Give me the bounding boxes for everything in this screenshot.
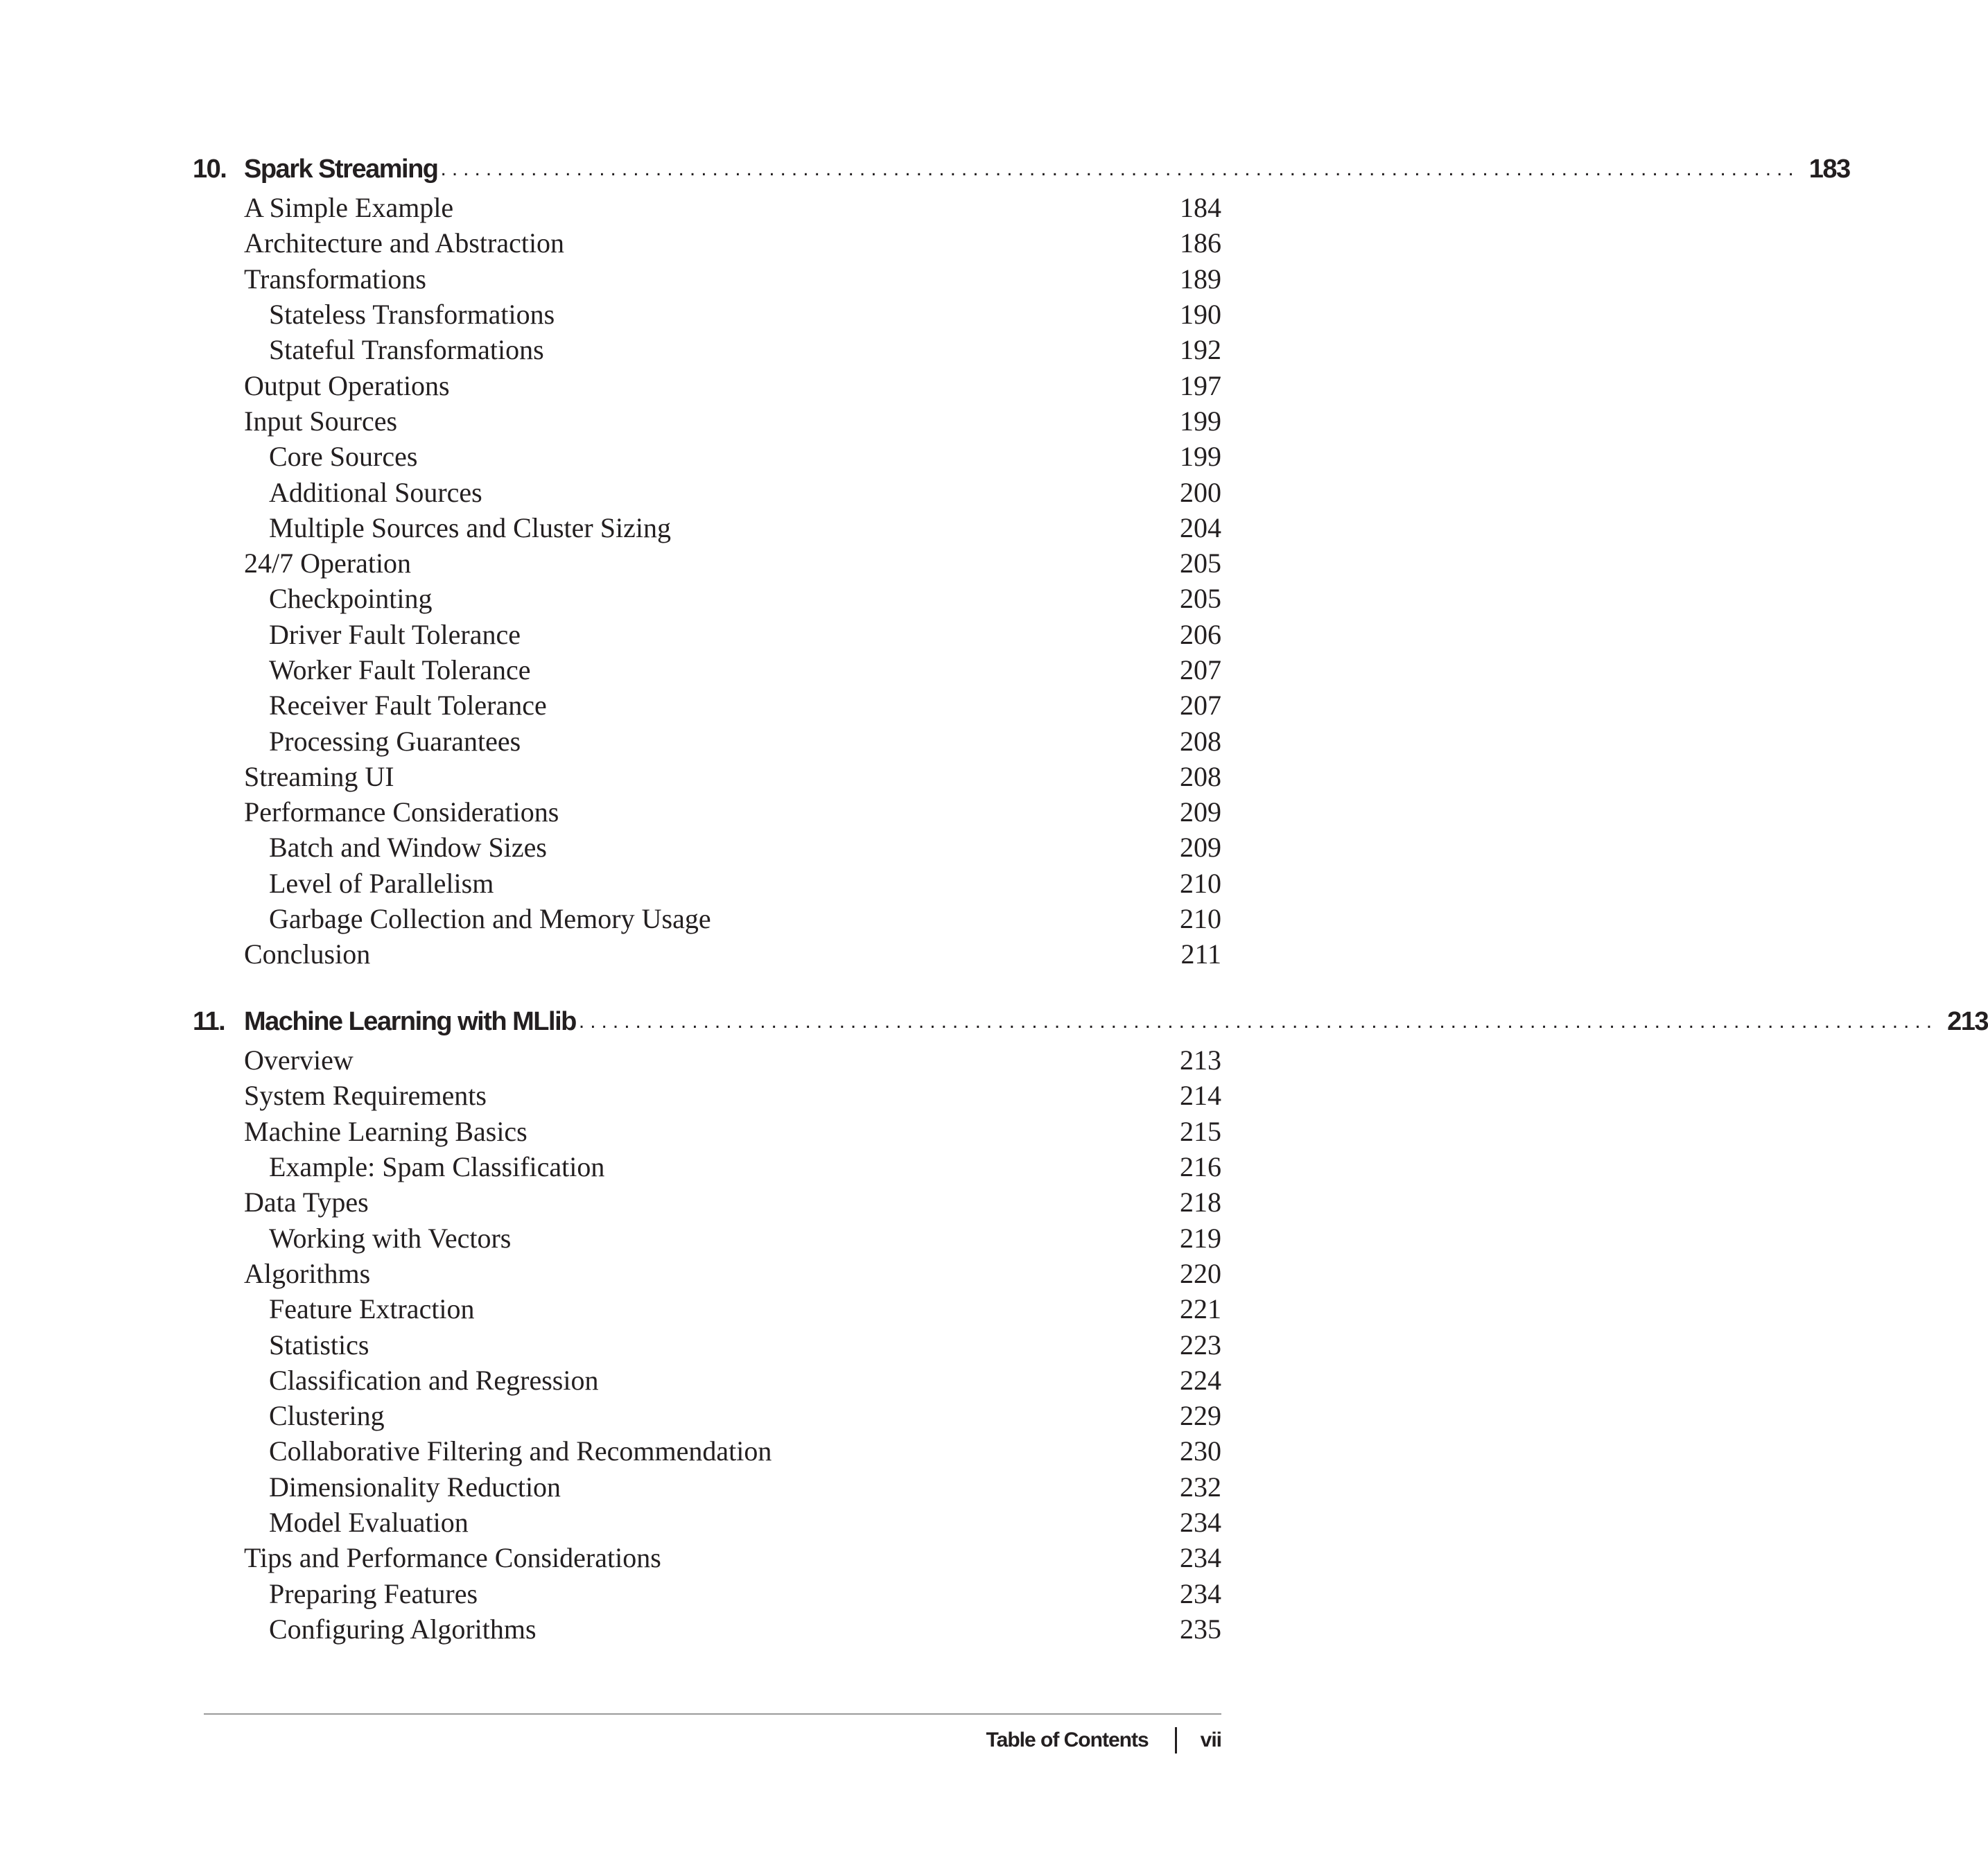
toc-entry-title: Performance Considerations <box>244 796 559 828</box>
toc-entry[interactable] <box>193 190 1221 225</box>
chapter-number: 11. <box>193 1006 225 1036</box>
toc-entry-page-number: 230 <box>1180 1435 1221 1467</box>
toc-entry-title: Algorithms <box>244 1257 371 1289</box>
toc-entry[interactable] <box>193 1327 1221 1362</box>
toc-entry-title: Model Evaluation <box>269 1507 469 1538</box>
toc-entry[interactable] <box>193 1220 1221 1255</box>
toc-entry-page-number: 208 <box>1180 725 1221 757</box>
toc-entry[interactable] <box>193 403 1221 439</box>
toc-entry-page-number: 207 <box>1180 654 1221 685</box>
toc-entry-page-number: 218 <box>1180 1187 1221 1218</box>
toc-entry[interactable] <box>193 1256 1221 1291</box>
toc-entry[interactable] <box>193 1149 1221 1184</box>
toc-entry[interactable] <box>193 1114 1221 1149</box>
toc-entry-page-number: 211 <box>1180 938 1221 970</box>
toc-entry-title: Machine Learning Basics <box>244 1115 527 1147</box>
toc-entry[interactable] <box>193 367 1221 403</box>
toc-entry-title: Output Operations <box>244 369 450 401</box>
toc-entry-title: System Requirements <box>244 1080 487 1112</box>
toc-entry-page-number: 186 <box>1180 227 1221 259</box>
toc-entry-title: Multiple Sources and Cluster Sizing <box>269 511 671 543</box>
toc-entry-page-number: 200 <box>1180 476 1221 508</box>
toc-entry[interactable] <box>193 901 1221 936</box>
toc-entry-page-number: 205 <box>1180 548 1221 579</box>
toc-entry-page-number: 213 <box>1180 1044 1221 1076</box>
toc-entry-title: Configuring Algorithms <box>269 1613 537 1645</box>
footer-divider <box>204 1713 1221 1715</box>
toc-entry-page-number: 219 <box>1180 1222 1221 1254</box>
toc-entry-page-number: 208 <box>1180 760 1221 792</box>
toc-entry[interactable] <box>193 332 1221 367</box>
toc-entry-title: Architecture and Abstraction <box>244 227 565 259</box>
toc-entry-page-number: 204 <box>1180 511 1221 543</box>
chapter-11-entries <box>193 1042 1221 1647</box>
toc-entry-page-number: 209 <box>1180 832 1221 864</box>
toc-entry-page-number: 199 <box>1180 441 1221 473</box>
toc-entry-title: Tips and Performance Considerations <box>244 1542 661 1574</box>
toc-entry-title: Processing Guarantees <box>269 725 521 757</box>
toc-entry[interactable] <box>193 1433 1221 1469</box>
toc-entry-title: A Simple Example <box>244 192 454 224</box>
page-footer <box>986 1723 1221 1758</box>
toc-entry-page-number: 190 <box>1180 299 1221 331</box>
toc-entry-title: Overview <box>244 1044 354 1076</box>
toc-entry-page-number: 234 <box>1180 1542 1221 1574</box>
toc-entry[interactable] <box>193 261 1221 297</box>
toc-entry[interactable] <box>193 1469 1221 1505</box>
dot-leader: ........................................................................................................................ <box>578 1010 1938 1033</box>
toc-entry[interactable] <box>193 1540 1221 1575</box>
toc-entry[interactable] <box>193 1184 1221 1220</box>
chapter-heading[interactable] <box>193 1001 1988 1042</box>
toc-entry-page-number: 224 <box>1180 1364 1221 1396</box>
chapter-heading[interactable] <box>193 148 1850 190</box>
toc-entry-page-number: 205 <box>1180 583 1221 615</box>
toc-entry-page-number: 234 <box>1180 1577 1221 1609</box>
toc-entry-title: Dimensionality Reduction <box>269 1471 561 1503</box>
toc-entry-page-number: 216 <box>1180 1151 1221 1183</box>
toc-entry-page-number: 210 <box>1180 903 1221 935</box>
chapter-10 <box>193 148 1850 972</box>
toc-entry-title: Stateful Transformations <box>269 334 544 366</box>
toc-entry-title: Collaborative Filtering and Recommendation <box>269 1435 772 1467</box>
toc-entry-page-number: 232 <box>1180 1471 1221 1503</box>
toc-entry[interactable] <box>193 723 1221 758</box>
toc-entry-title: Core Sources <box>269 441 418 473</box>
toc-entry-page-number: 209 <box>1180 796 1221 828</box>
toc-entry[interactable] <box>193 297 1221 332</box>
toc-entry-page-number: 220 <box>1180 1257 1221 1289</box>
toc-entry[interactable] <box>193 1291 1221 1327</box>
toc-entry[interactable] <box>193 225 1221 261</box>
chapter-page-number: 213 <box>1947 1006 1988 1036</box>
toc-entry-title: Level of Parallelism <box>269 867 494 899</box>
toc-entry-page-number: 192 <box>1180 334 1221 366</box>
toc-entry-title: Checkpointing <box>269 583 433 615</box>
toc-entry[interactable] <box>193 1611 1221 1647</box>
toc-entry-title: Working with Vectors <box>269 1222 512 1254</box>
toc-entry[interactable] <box>193 1078 1221 1113</box>
toc-entry-title: Additional Sources <box>269 476 482 508</box>
toc-entry-page-number: 214 <box>1180 1080 1221 1112</box>
toc-entry[interactable] <box>193 759 1221 794</box>
toc-entry-title: Feature Extraction <box>269 1293 475 1325</box>
footer-separator <box>1175 1727 1177 1753</box>
toc-entry-title: Input Sources <box>244 405 398 437</box>
toc-entry-page-number: 235 <box>1180 1613 1221 1645</box>
toc-entry[interactable] <box>193 1575 1221 1611</box>
chapter-title: Machine Learning with MLlib <box>244 1007 579 1037</box>
chapter-page-number: 183 <box>1808 154 1850 184</box>
toc-entry-title: Transformations <box>244 263 426 295</box>
toc-entry-title: Clustering <box>269 1400 385 1432</box>
chapter-number: 10. <box>193 154 227 184</box>
toc-entry[interactable] <box>193 1363 1221 1398</box>
toc-entry[interactable] <box>193 510 1221 545</box>
toc-entry[interactable] <box>193 581 1221 616</box>
toc-entry-title: Batch and Window Sizes <box>269 832 547 864</box>
toc-entry-title: Stateless Transformations <box>269 299 555 331</box>
toc-entry-page-number: 215 <box>1180 1115 1221 1147</box>
toc-entry[interactable] <box>193 439 1221 474</box>
chapter-10-entries <box>193 190 1221 972</box>
toc-entry-title: Classification and Regression <box>269 1364 599 1396</box>
toc-entry-page-number: 210 <box>1180 867 1221 899</box>
toc-entry-title: Garbage Collection and Memory Usage <box>269 903 711 935</box>
toc-entry[interactable] <box>193 688 1221 723</box>
toc-entry[interactable] <box>193 866 1221 901</box>
footer-page-number: vii <box>1200 1729 1221 1751</box>
toc-entry-page-number: 234 <box>1180 1507 1221 1538</box>
toc-entry[interactable] <box>193 474 1221 509</box>
toc-entry-page-number: 223 <box>1180 1329 1221 1361</box>
toc-entry-title: Driver Fault Tolerance <box>269 618 521 650</box>
toc-entry[interactable] <box>193 936 1221 972</box>
toc-entry-page-number: 206 <box>1180 618 1221 650</box>
toc-entry[interactable] <box>193 652 1221 688</box>
toc-entry-title: Statistics <box>269 1329 369 1361</box>
toc-entry-page-number: 229 <box>1180 1400 1221 1432</box>
chapter-11 <box>193 1001 1988 1647</box>
toc-entry-title: Streaming UI <box>244 760 394 792</box>
toc-entry[interactable] <box>193 545 1221 581</box>
toc-entry-title: Data Types <box>244 1187 369 1218</box>
toc-entry[interactable] <box>193 1398 1221 1433</box>
toc-entry-title: Example: Spam Classification <box>269 1151 605 1183</box>
toc-entry-title: Preparing Features <box>269 1577 478 1609</box>
toc-entry[interactable] <box>193 1042 1221 1078</box>
toc-entry-title: 24/7 Operation <box>244 548 412 579</box>
toc-entry-title: Receiver Fault Tolerance <box>269 690 547 721</box>
toc-entry[interactable] <box>193 1505 1221 1540</box>
toc-entry-page-number: 184 <box>1180 192 1221 224</box>
toc-entry-page-number: 189 <box>1180 263 1221 295</box>
toc-entry-title: Worker Fault Tolerance <box>269 654 531 685</box>
toc-entry[interactable] <box>193 794 1221 830</box>
toc-entry-page-number: 207 <box>1180 690 1221 721</box>
toc-entry-page-number: 199 <box>1180 405 1221 437</box>
toc-entry[interactable] <box>193 830 1221 865</box>
toc-entry[interactable] <box>193 617 1221 652</box>
chapter-title: Spark Streaming <box>244 155 441 184</box>
toc-entry-page-number: 197 <box>1180 369 1221 401</box>
toc-entry-title: Conclusion <box>244 938 371 970</box>
dot-leader: ........................................................................................................................ <box>440 157 1799 180</box>
toc-entry-page-number: 221 <box>1180 1293 1221 1325</box>
footer-section-label: Table of Contents <box>986 1729 1149 1751</box>
